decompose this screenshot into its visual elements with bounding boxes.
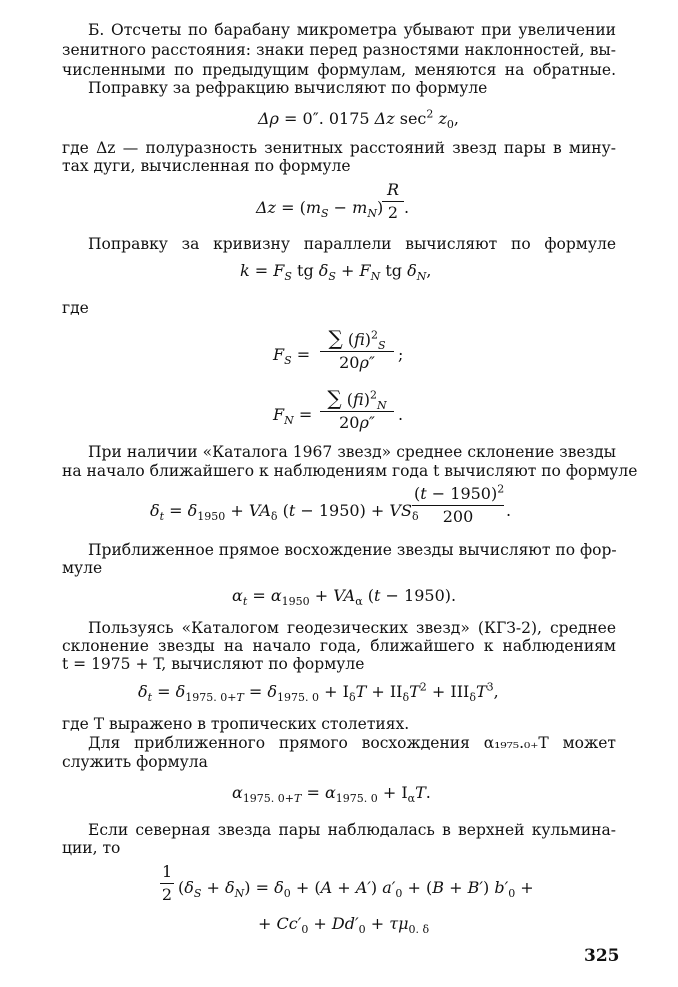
- text-line: t = 1975 + T, вычисляют по формуле: [62, 655, 365, 673]
- text-line: Для приближенного прямого восхождения α₁₉₇₅.₀₊T может: [88, 734, 616, 752]
- text-line: Б. Отсчеты по барабану микрометра убывают при увеличении: [88, 21, 616, 39]
- formula-fs-lhs: $F_S$ =: [273, 345, 311, 368]
- text-line: численными по предыдущим формулам, меняются на обратные.: [62, 61, 616, 79]
- formula-period: .: [404, 198, 410, 217]
- text-line: склонение звезды на начало года, ближайшего к наблюдениям: [62, 637, 616, 655]
- text-line: ции, то: [62, 839, 121, 857]
- text-line: тах дуги, вычисленная по формуле: [62, 157, 351, 175]
- text-line: служить формула: [62, 753, 208, 771]
- formula-curvature: $k = F_S$ tg $\delta_S + F_N$ tg $\delta_N$,: [240, 261, 432, 284]
- text-line: где: [62, 299, 89, 317]
- text-line: на начало ближайшего к наблюдениям года t вычисляют по формуле: [62, 462, 638, 480]
- formula-delta-z: $\Delta z = (m_S - m_N)$: [256, 198, 384, 221]
- formula-delta-t: $\delta_t = \delta_{1950} + VA_\delta$ $(t - 1950) + VS_\delta$: [150, 501, 419, 524]
- formula-period: .: [398, 405, 404, 424]
- formula-refraction: Δρ = 0″. 0175 Δz $\sec^2 z_0$,: [258, 107, 459, 132]
- text-line: зенитного расстояния: знаки перед разностями наклонностей, вы-: [62, 41, 616, 59]
- text-line: При наличии «Каталога 1967 звезд» среднее склонение звезды: [88, 443, 616, 461]
- formula-alpha-t: $\alpha_t = \alpha_{1950} + VA_\alpha$ (t − 1950).: [232, 586, 457, 609]
- fraction-r-over-2: $\frac{R}{2}$: [382, 180, 404, 223]
- text-line: Приближенное прямое восхождение звезды вычисляют по фор-: [88, 541, 617, 559]
- formula-semicolon: ;: [398, 345, 404, 364]
- fraction-fn: $\frac{\sum (fi)^2_N}{20\rho''}$: [320, 388, 394, 433]
- fraction-one-half: $\frac{1}{2}$: [161, 862, 173, 904]
- formula-alpha-1975: $\alpha_{1975. 0+T} = \alpha_{1975. 0} + I_\alpha T$.: [232, 783, 431, 806]
- formula-final-1: $(\delta_S + \delta_N) = \delta_0 + (A + A') a'_0 + (B + B') b'_0$ +: [178, 878, 534, 901]
- formula-delta-1975: $\delta_t = \delta_{1975. 0+T} = \delta_{1975. 0} + I_\delta T + II_\delta T^2 + III_\delta T^3$,: [138, 680, 499, 705]
- page-number: 325: [584, 946, 620, 966]
- formula-period: .: [506, 501, 512, 520]
- fraction-fs: $\frac{\sum (fi)^2_S}{20\rho''}$: [320, 328, 394, 373]
- fraction-delta-t: $\frac{(t - 1950)^2}{200}$: [414, 482, 505, 526]
- text-line: где Δz — полуразность зенитных расстояний звезд пары в мину-: [62, 139, 616, 157]
- text-line: муле: [62, 559, 103, 577]
- text-line: Поправку за рефракцию вычисляют по формуле: [88, 79, 488, 97]
- formula-fn-lhs: $F_N$ =: [273, 405, 313, 428]
- text-line: Пользуясь «Каталогом геодезических звезд» (КГЗ-2), среднее: [88, 619, 616, 637]
- text-line: Поправку за кривизну параллели вычисляют по формуле: [88, 235, 616, 253]
- text-line: Если северная звезда пары наблюдалась в верхней кульмина-: [88, 821, 616, 839]
- text-line: где T выражено в тропических столетиях.: [62, 715, 410, 733]
- formula-final-2: + $Cc'_0 + Dd'_0 + \tau\mu_{0. \delta}$: [258, 914, 430, 937]
